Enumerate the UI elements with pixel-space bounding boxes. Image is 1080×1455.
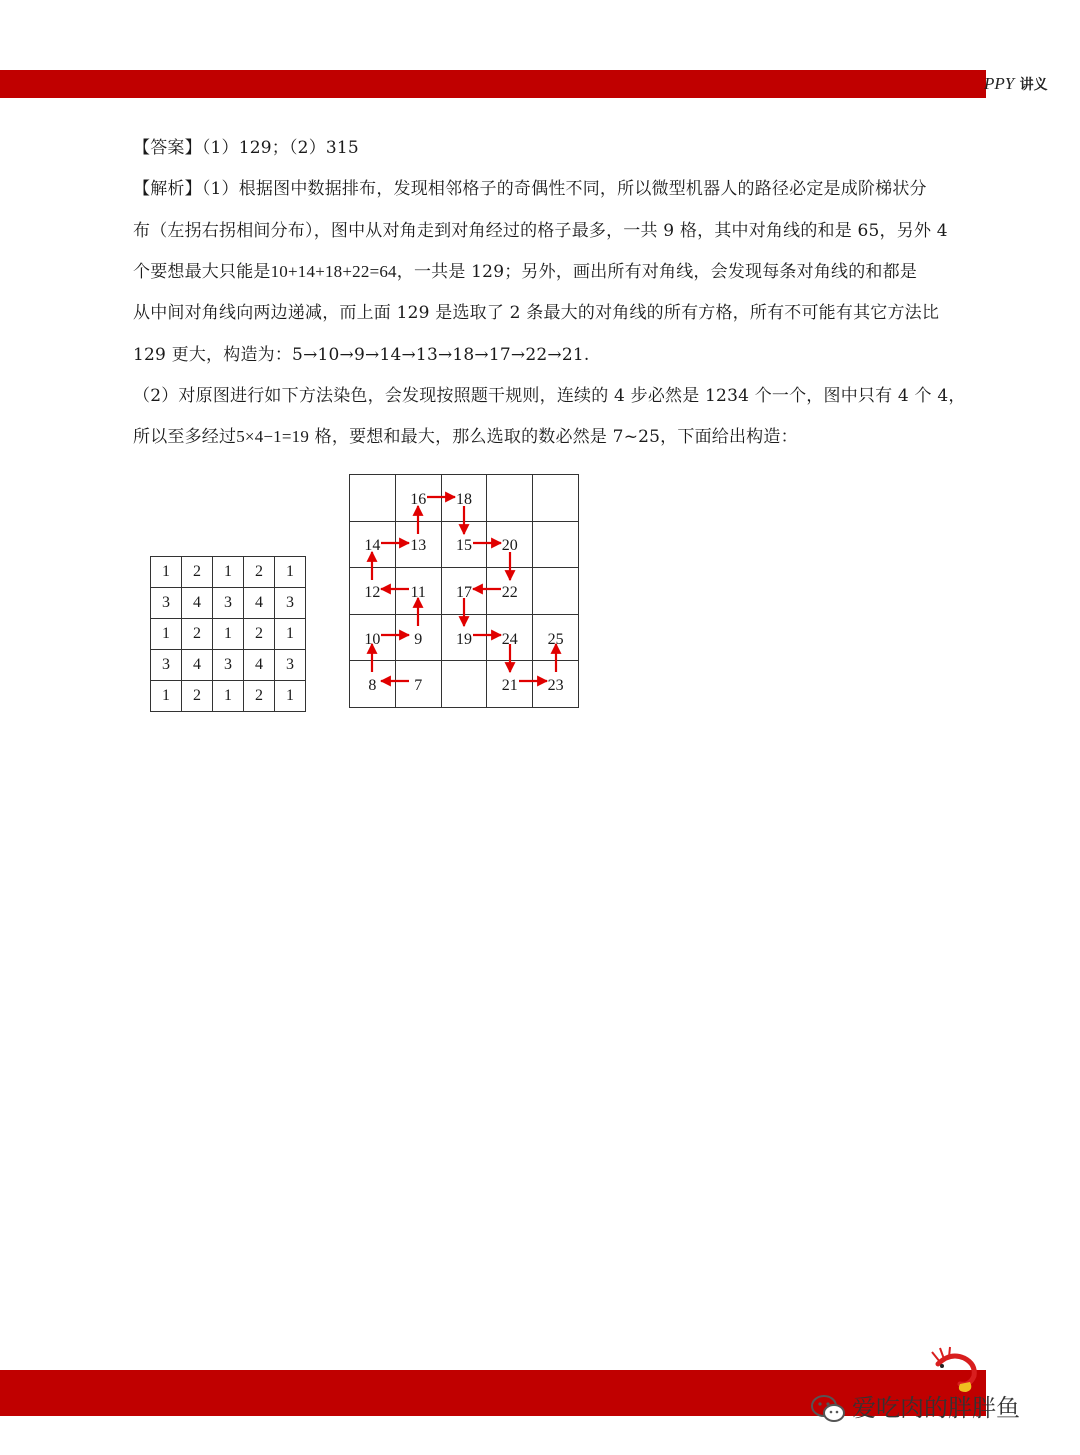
path-cell: 21 (487, 661, 533, 708)
grid-cell: 2 (182, 681, 213, 712)
grid-cell: 1 (213, 557, 244, 588)
analysis-text-7b: 格，要想和最大，那么选取的数必然是 7~25，下面给出构造： (309, 427, 798, 447)
grid-cell: 1 (151, 619, 182, 650)
path-cell: 19 (441, 614, 487, 661)
analysis-text-3b: ，一共是 129；另外，画出所有对角线，会发现每条对角线的和都是 (396, 262, 918, 282)
footer-brand-text: 爱吃肉的胖胖鱼 (852, 1394, 1020, 1422)
grid-cell: 3 (275, 650, 306, 681)
grid-cell: 3 (151, 588, 182, 619)
coloring-grid-row (151, 588, 306, 619)
path-grid-row (350, 568, 579, 615)
analysis-line-5: 129 更大，构造为：5→10→9→14→13→18→17→22→21. (133, 345, 590, 365)
grid-cell: 2 (182, 557, 213, 588)
coloring-grid (150, 556, 306, 712)
path-cell (533, 475, 579, 522)
grid-cell: 4 (182, 650, 213, 681)
path-cell (350, 475, 396, 522)
answer-text: （1）129；（2）315 (201, 138, 359, 158)
analysis-line-3 (133, 261, 917, 283)
footer-brand (810, 1388, 1020, 1424)
grid-cell: 1 (213, 619, 244, 650)
analysis-line-6: （2）对原图进行如下方法染色，会发现按照题干规则，连续的 4 步必然是 1234 个一个，图中只有 4 个 4， (133, 386, 966, 406)
path-cell: 17 (441, 568, 487, 615)
analysis-line-1 (133, 178, 927, 200)
path-cell: 20 (487, 521, 533, 568)
path-grid-figure (349, 474, 579, 708)
analysis-label: 【解析】 (133, 179, 202, 199)
analysis-text-7a: 所以至多经过 (133, 427, 237, 447)
path-cell: 23 (533, 661, 579, 708)
grid-cell: 3 (213, 650, 244, 681)
grid-cell: 2 (182, 619, 213, 650)
path-cell: 18 (441, 475, 487, 522)
path-cell: 8 (350, 661, 396, 708)
coloring-grid-row (151, 681, 306, 712)
grid-cell: 3 (275, 588, 306, 619)
path-cell: 12 (350, 568, 396, 615)
path-cell: 9 (395, 614, 441, 661)
analysis-line-7 (133, 426, 798, 448)
path-cell: 24 (487, 614, 533, 661)
path-cell: 25 (533, 614, 579, 661)
grid-cell: 4 (244, 650, 275, 681)
wechat-icon (810, 1394, 846, 1424)
grid-cell: 1 (213, 681, 244, 712)
path-cell: 13 (395, 521, 441, 568)
coloring-grid-row (151, 619, 306, 650)
path-cell: 16 (395, 475, 441, 522)
header-brand: PPY (984, 74, 1015, 93)
analysis-line-4: 从中间对角线向两边递减，而上面 129 是选取了 2 条最大的对角线的所有方格，所有不可能有其它方法比 (133, 303, 940, 323)
path-cell: 10 (350, 614, 396, 661)
grid-cell: 1 (275, 557, 306, 588)
answer-label: 【答案】 (133, 138, 202, 158)
coloring-grid-row (151, 557, 306, 588)
path-grid-row (350, 475, 579, 522)
grid-cell: 1 (151, 557, 182, 588)
path-cell: 7 (395, 661, 441, 708)
answer-line (133, 137, 359, 159)
path-cell (533, 521, 579, 568)
path-cell: 15 (441, 521, 487, 568)
path-cell: 11 (395, 568, 441, 615)
grid-cell: 1 (275, 681, 306, 712)
analysis-expr-7: 5×4−1=19 (236, 427, 310, 446)
header-doc-type: 讲义 (1019, 77, 1048, 93)
grid-cell: 2 (244, 557, 275, 588)
header-tag (984, 74, 1048, 94)
analysis-expr-3: 10+14+18+22=64 (270, 262, 397, 281)
path-grid (349, 474, 579, 708)
path-cell (487, 475, 533, 522)
coloring-grid-row (151, 650, 306, 681)
grid-cell: 3 (213, 588, 244, 619)
path-cell (533, 568, 579, 615)
analysis-text-3a: 个要想最大只能是 (133, 262, 271, 282)
grid-cell: 4 (244, 588, 275, 619)
analysis-text-1: （1）根据图中数据排布，发现相邻格子的奇偶性不同，所以微型机器人的路径必定是成阶梯状分 (201, 179, 927, 199)
path-grid-row (350, 521, 579, 568)
grid-cell: 1 (275, 619, 306, 650)
path-grid-row (350, 614, 579, 661)
path-grid-row (350, 661, 579, 708)
analysis-line-2: 布（左拐右拐相间分布），图中从对角走到对角经过的格子最多，一共 9 格，其中对角线的和是 65，另外 4 (133, 221, 948, 241)
path-cell (441, 661, 487, 708)
path-cell: 22 (487, 568, 533, 615)
grid-cell: 2 (244, 681, 275, 712)
grid-cell: 1 (151, 681, 182, 712)
grid-cell: 4 (182, 588, 213, 619)
path-cell: 14 (350, 521, 396, 568)
grid-cell: 3 (151, 650, 182, 681)
header-red-bar (0, 70, 986, 98)
grid-cell: 2 (244, 619, 275, 650)
